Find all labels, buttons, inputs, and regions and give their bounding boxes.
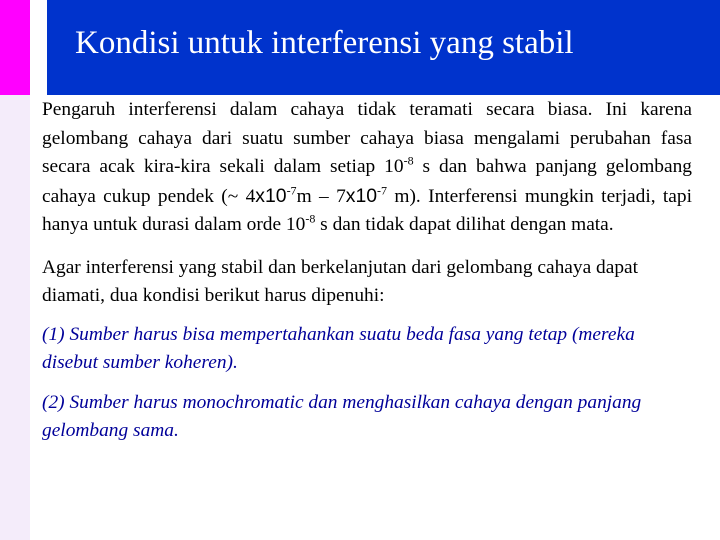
title-bar <box>47 0 720 95</box>
exponent: -7 <box>286 183 297 198</box>
paragraph-1-text-a: Pengaruh interferensi dalam cahaya tidak teramati secara biasa. Ini karena gelombang cahaya dari suatu sumber cahaya biasa mengalami perubahan fasa secara acak kira-kira sekali dalam setiap 10 <box>42 99 692 177</box>
exponent: -8 <box>305 211 316 226</box>
paragraph-1-text-c: m – 7 <box>296 185 346 207</box>
condition-2: (2) Sumber harus monochromatic dan menghasilkan cahaya dengan panjang gelombang sama. <box>42 391 642 441</box>
times-ten: x10 <box>345 184 378 207</box>
paragraph-1 <box>42 96 692 240</box>
exponent: -7 <box>377 183 388 198</box>
paragraph-1-text-b: s dan bahwa panjang gelombang cahaya cukup pendek (~ 4 <box>42 156 692 207</box>
exponent: -8 <box>403 153 414 168</box>
paragraph-2: Agar interferensi yang stabil dan berkelanjutan dari gelombang cahaya dapat diamati, dua kondisi berikut harus dipenuhi: <box>42 256 639 306</box>
accent-block <box>0 0 30 95</box>
paragraph-1-text-e: s dan tidak dapat dilihat dengan mata. <box>315 214 614 235</box>
slide-title: Kondisi untuk interferensi yang stabil <box>75 25 574 61</box>
condition-1: (1) Sumber harus bisa mempertahankan suatu beda fasa yang tetap (mereka disebut sumber koheren). <box>42 323 635 373</box>
slide-content <box>42 96 692 446</box>
times-ten: x10 <box>255 184 287 207</box>
paragraph-1-text-d: m). Interferensi mungkin terjadi, tapi hanya untuk durasi dalam orde 10 <box>42 185 692 235</box>
